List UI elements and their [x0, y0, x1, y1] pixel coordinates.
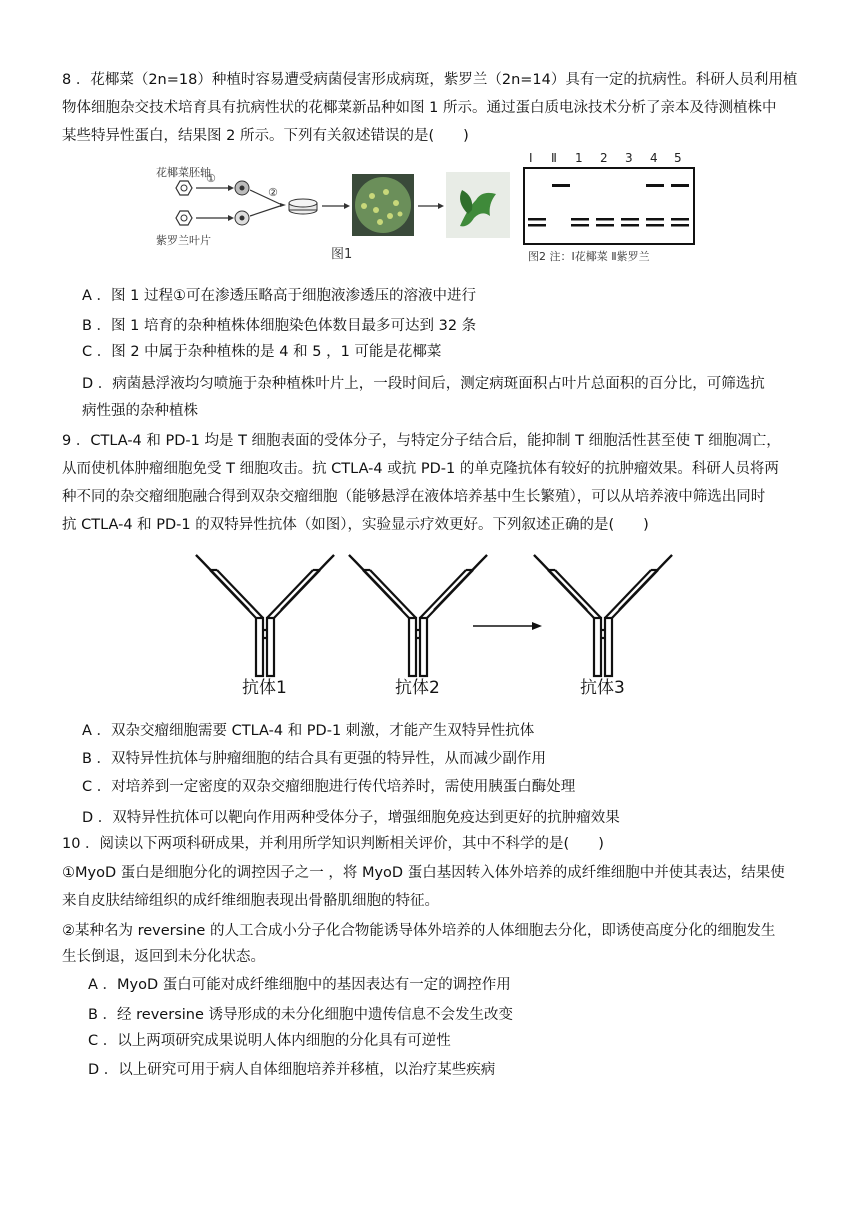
gel-lane-3: 3 [625, 151, 633, 165]
gel-band [571, 218, 589, 221]
step-2-marker: ② [268, 186, 278, 199]
q8-option-a: A ．图 1 过程①可在渗透压略高于细胞液渗透压的溶液中进行 [82, 288, 476, 304]
q8-option-d-line-2: 病性强的杂种植株 [82, 403, 198, 419]
gel-band [528, 218, 546, 221]
q10-option-d: D ．以上研究可用于病人自体细胞培养并移植，以治疗某些疾病 [88, 1062, 496, 1078]
figure-2-caption: 图2 注：Ⅰ花椰菜 Ⅱ紫罗兰 [528, 250, 650, 263]
q8-stem-line-1: 8 ．花椰菜（2n=18）种植时容易遭受病菌侵害形成病斑，紫罗兰（2n=14）具有一定的抗病性。科研人员利用植 [62, 72, 798, 88]
q10-option-c: C ．以上两项研究成果说明人体内细胞的分化具有可逆性 [88, 1033, 451, 1049]
q9-stem-line-4: 抗 CTLA-4 和 PD-1 的双特异性抗体（如图），实验显示疗效更好。下列叙述正确的是( ) [62, 517, 649, 533]
q10-stem-line-1: 10 ．阅读以下两项科研成果，并利用所学知识判断相关评价，其中不科学的是( ) [62, 836, 604, 852]
gel-band [552, 184, 570, 187]
figure-1-caption: 图1 [331, 247, 353, 262]
gel-band [596, 218, 614, 221]
gel-band [596, 224, 614, 227]
gel-band [646, 218, 664, 221]
q9-option-c: C ．对培养到一定密度的双杂交瘤细胞进行传代培养时，需使用胰蛋白酶处理 [82, 779, 576, 795]
antibody-3-label: 抗体3 [580, 678, 625, 698]
q8-figure [150, 148, 700, 272]
q8-stem-line-3: 某些特异性蛋白，结果图 2 所示。下列有关叙述错误的是( ) [62, 128, 469, 144]
gel-lane-4: 4 [650, 151, 658, 165]
antibody-1-label: 抗体1 [242, 678, 287, 698]
antibody-2-shape [349, 555, 487, 676]
gel-lane-I: Ⅰ [529, 151, 533, 165]
gel-lane-1: 1 [575, 151, 583, 165]
cauliflower-cell-hexagon [176, 181, 192, 195]
gel-band [571, 224, 589, 227]
step-1-marker: ① [206, 172, 216, 185]
label-violet-leaf: 紫罗兰叶片 [156, 234, 211, 247]
q10-stem-line-2: ①MyoD 蛋白是细胞分化的调控因子之一 ，将 MyoD 蛋白基因转入体外培养的成纤维细胞中并使其表达，结果使 [62, 865, 785, 881]
gel-band [621, 218, 639, 221]
q10-option-b: B ．经 reversine 诱导形成的未分化细胞中遗传信息不会发生改变 [88, 1007, 513, 1023]
q9-stem-line-3: 种不同的杂交瘤细胞融合得到双杂交瘤细胞（能够悬浮在液体培养基中生长繁殖），可以从培养液中筛选出同时 [62, 489, 766, 505]
antibody-2-label: 抗体2 [395, 678, 440, 698]
gel-band [528, 224, 546, 227]
gel-band [621, 224, 639, 227]
gel-band [646, 184, 664, 187]
gel-band [671, 184, 689, 187]
q10-option-a: A ．MyoD 蛋白可能对成纤维细胞中的基因表达有一定的调控作用 [88, 977, 511, 993]
q10-stem-line-5: 生长倒退，返回到未分化状态。 [62, 949, 265, 965]
gel-lane-II: Ⅱ [551, 151, 557, 165]
q9-antibody-figure [190, 540, 690, 705]
antibody-1-shape [196, 555, 334, 676]
gel-lane-2: 2 [600, 151, 608, 165]
q9-option-b: B ．双特异性抗体与肿瘤细胞的结合具有更强的特异性，从而减少副作用 [82, 751, 547, 767]
violet-cell-hexagon [176, 211, 192, 225]
q10-stem-line-4: ②某种名为 reversine 的人工合成小分子化合物能诱导体外培养的人体细胞去分化，即诱使高度分化的细胞发生 [62, 923, 776, 939]
q10-stem-line-3: 来自皮肤结缔组织的成纤维细胞表现出骨骼肌细胞的特征。 [62, 893, 439, 909]
gel-frame [524, 168, 694, 244]
q8-stem-line-2: 物体细胞杂交技术培育具有抗病性状的花椰菜新品种如图 1 所示。通过蛋白质电泳技术分析了亲本及待测植株中 [62, 100, 777, 116]
label-cauliflower-hypocotyl: 花椰菜胚轴 [156, 166, 211, 179]
q8-option-b: B ．图 1 培育的杂种植株体细胞染色体数目最多可达到 32 条 [82, 318, 477, 334]
gel-band [646, 224, 664, 227]
q9-option-a: A ．双杂交瘤细胞需要 CTLA-4 和 PD-1 刺激，才能产生双特异性抗体 [82, 723, 535, 739]
q8-option-d-line-1: D ．病菌悬浮液均匀喷施于杂种植株叶片上，一段时间后，测定病斑面积占叶片总面积的百分比，可筛选抗 [82, 376, 765, 392]
gel-band [671, 224, 689, 227]
q9-option-d: D ．双特异性抗体可以靶向作用两种受体分子，增强细胞免疫达到更好的抗肿瘤效果 [82, 810, 620, 826]
antibody-3-shape [534, 555, 672, 676]
q9-stem-line-2: 从而使机体肿瘤细胞免受 T 细胞攻击。抗 CTLA-4 或抗 PD-1 的单克隆抗体有较好的抗肿瘤效果。科研人员将两 [62, 461, 779, 477]
gel-band [671, 218, 689, 221]
gel-lane-5: 5 [674, 151, 682, 165]
q9-stem-line-1: 9 ．CTLA-4 和 PD-1 均是 T 细胞表面的受体分子，与特定分子结合后，能抑制 T 细胞活性甚至使 T 细胞凋亡， [62, 433, 781, 449]
q8-option-c: C ．图 2 中属于杂种植株的是 4 和 5 ，1 可能是花椰菜 [82, 344, 442, 360]
